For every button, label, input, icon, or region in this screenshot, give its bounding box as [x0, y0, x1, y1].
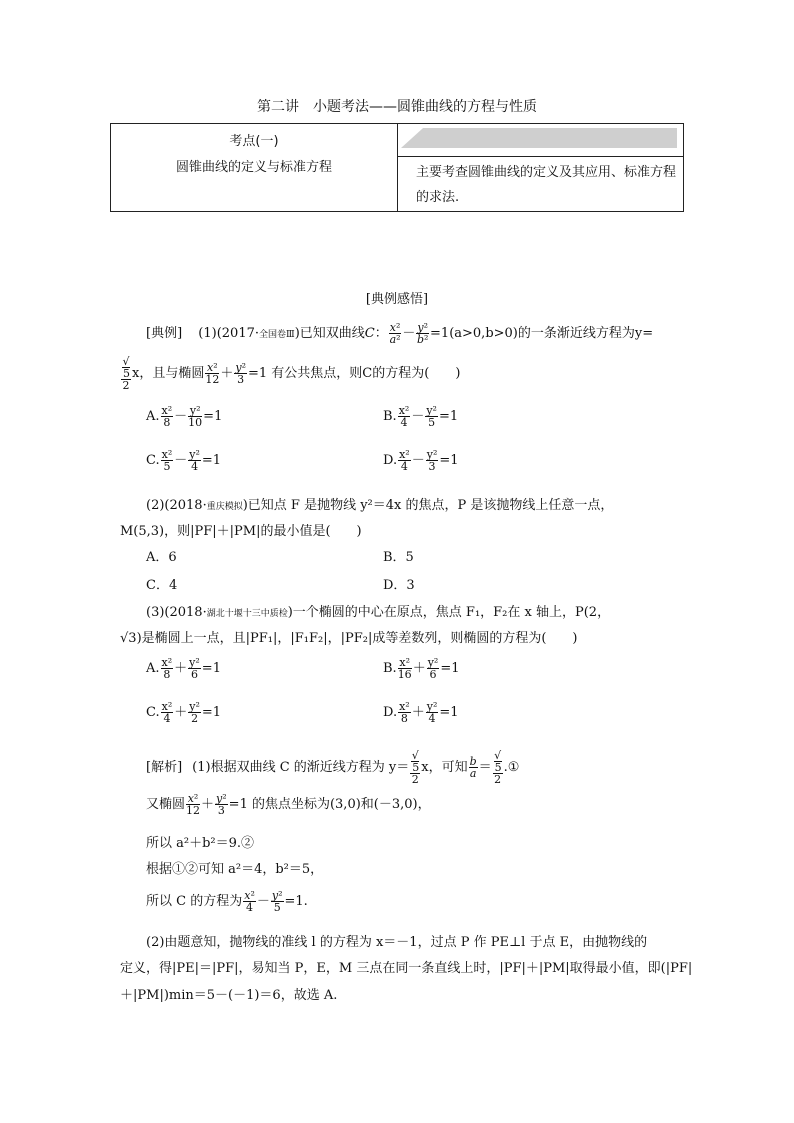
source-label: 全国卷Ⅲ — [259, 330, 295, 340]
question-2-stem: (2)(2018·重庆模拟)已知点 F 是抛物线 y²＝4x 的焦点，P 是该抛物线上任意一点， — [146, 498, 614, 513]
solution-part2-line-3: ＋|PM|)min＝5－(－1)＝6，故选 A. — [120, 988, 338, 1003]
solution-line-5: 所以 C 的方程为 $\frac{\text{x²}}{4}$ － $\frac{\text{y²}}{5}$ =1. — [146, 889, 308, 914]
q1-option-a: A. $\frac{\text{x²}}{8}$ － $\frac{\text{y²}}{10}$ =1 — [146, 404, 223, 429]
q3-option-c: C. $\frac{\text{x²}}{4}$ ＋ $\frac{\text{y²}}{2}$ =1 — [146, 700, 222, 725]
example-tag: [典例] — [146, 326, 183, 341]
solution-line-3: 所以 a²＋b²＝9.② — [146, 836, 255, 851]
table-divider — [397, 124, 398, 211]
section-heading: [典例感悟] — [365, 292, 429, 307]
q1-option-d: D. $\frac{\text{x²}}{4}$ － $\frac{\text{y²}}{3}$ =1 — [383, 448, 459, 473]
header-shade — [401, 128, 677, 148]
q3-option-a: A. $\frac{\text{x²}}{8}$ ＋ $\frac{\text{y²}}{6}$ =1 — [146, 656, 221, 681]
kaodian-label: 考点(一) — [229, 134, 279, 149]
solution-part2-line-2: 定义，得|PE|＝|PF|，易知当 P，E，M 三点在同一条直线上时，|PF|＋|PM|取得最小值，即(|PF| — [120, 961, 693, 976]
solution-line-2: 又椭圆 $\frac{\text{x²}}{12}$ ＋ $\frac{\text{y²}}{3}$ =1 的焦点坐标为(3,0)和(－3,0)， — [146, 792, 431, 817]
question-3-stem-2: √3)是椭圆上一点，且|PF₁|，|F₁F₂|，|PF₂|成等差数列，则椭圆的方程为( ) — [120, 631, 578, 646]
question-1-stem-2: √ 5 2 x，且与椭圆 $\frac{\text{x²}}{12}$ ＋ $\frac{\text{y²}}{3}$ =1 有公共焦点，则C的方程为( ) — [122, 355, 461, 392]
page-title: 第二讲 小题考法——圆锥曲线的方程与性质 — [257, 99, 537, 115]
solution-tag: [解析] — [146, 760, 183, 775]
q3-option-d: D. $\frac{\text{x²}}{8}$ ＋ $\frac{\text{y²}}{4}$ =1 — [383, 700, 459, 725]
q2-option-d: D．3 — [383, 578, 415, 593]
question-1-stem: [典例] (1)(2017·全国卷Ⅲ)已知双曲线C： $\frac{\text{x²}}{\text{a²}}$ － $\frac{\text{y²}}{\text{b²}}$ =1(a>0,b>0)的一条渐近线方程为y= — [146, 321, 654, 346]
table-rule — [398, 156, 684, 157]
q2-option-c: C．4 — [146, 578, 178, 593]
solution-line-4: 根据①②可知 a²＝4，b²＝5， — [146, 862, 324, 877]
q2-option-b: B．5 — [383, 550, 414, 565]
solution-line-1: [解析] (1)根据双曲线 C 的渐近线方程为 y＝ √ 5 2 x，可知 $\frac{b}{a}$ ＝ √ 5 2 .① — [146, 749, 520, 786]
q1-option-b: B. $\frac{\text{x²}}{4}$ － $\frac{\text{y²}}{5}$ =1 — [383, 404, 459, 429]
topic-description: 主要考查圆锥曲线的定义及其应用、标准方程的求法. — [416, 165, 677, 205]
question-3-stem: (3)(2018·湖北十堰十三中质检)一个椭圆的中心在原点，焦点 F₁，F₂在 x 轴上，P(2， — [146, 605, 611, 620]
topic-table — [110, 123, 684, 212]
question-2-stem-2: M(5,3)，则|PF|＋|PM|的最小值是( ) — [120, 524, 362, 539]
q3-option-b: B. $\frac{\text{x²}}{16}$ ＋ $\frac{\text{y²}}{6}$ =1 — [383, 656, 460, 681]
q2-option-a: A．6 — [146, 550, 177, 565]
q1-option-c: C. $\frac{\text{x²}}{5}$ － $\frac{\text{y²}}{4}$ =1 — [146, 448, 222, 473]
topic-label: 圆锥曲线的定义与标准方程 — [175, 160, 332, 175]
solution-part2-line-1: (2)由题意知，抛物线的准线 l 的方程为 x＝－1，过点 P 作 PE⊥l 于点 E，由抛物线的 — [146, 935, 648, 950]
